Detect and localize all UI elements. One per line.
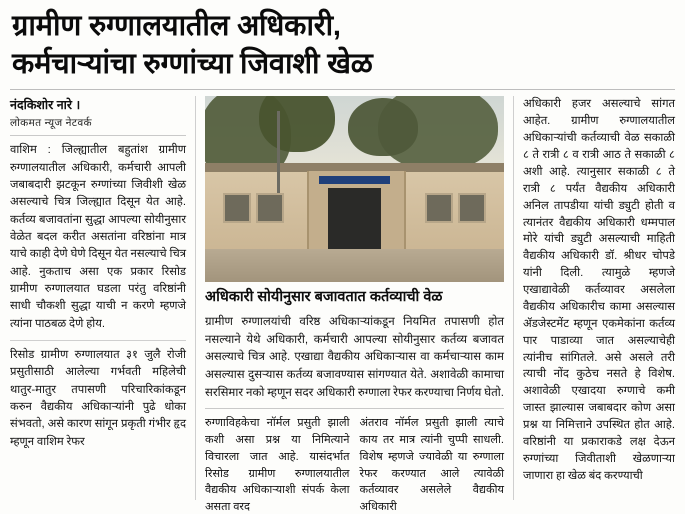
tree-icon: [348, 98, 418, 156]
center-subcolumn-left: [205, 415, 350, 523]
byline-divider: [10, 135, 186, 136]
column-right-paragraph-1: अधिकारी हजर असल्याचे सांगत आहेत. ग्रामीण रुग्णालयातील अधिकाऱ्यांची कर्तव्याची वेळ सकाळी ८ ते रात्री ८ व रात्री आठ ते सकाळी ८ अशी आहे. त्यानुसार सकाळी ८ ते रात्री ८ पर्यंत वैद्यकीय अधिकारी अनिल तापडीया यांची ड्युटी होती व त्यानंतर वैद्यकीय अधिकारी धम्मपाल मोरे यांची ड्युटी असल्याची माहिती वैद्यकीय अधिकारी डॉ. श्रीधर चोपडे यांनी दिली. त्यामुळे म्हणजे एखाद्यावेळी कर्तव्यावर असलेला वैद्यकीय अधिकारीच कामा असल्यास ॲडजेस्टमेंट म्हणून एकमेकांना कर्तव्य पार पाडाव्या जात असल्याचेही त्यांनीच सांगितले. असे असले तरी त्याची नोंद कुठेच नसते हे विशेष. अशावेळी एखादया रुग्णाचे कमी जास्त झाल्यास जबाबदार कोण असा प्रश्न या निमित्ताने उपस्थित होत आहे. वरिष्ठांनी या प्रकाराकडे लक्ष देऊन रुग्णांच्या जिवीताशी खेळणाऱ्या जाणारा हा खेळ बंद करण्याची: [523, 98, 675, 482]
center-subcolumn-right-text: अंतराव नॉर्मल प्रसुती झाली त्याचे काय तर मात्र त्यांनी चुप्पी साधली. विशेष म्हणजे ज्यावेळी या रुग्णाला रेफर करण्यात आले त्यावेळी कर्तव्यावर असलेले वैद्यकीय अधिकारी: [359, 417, 504, 514]
photo-caption: अधिकारी सोयीनुसार बजावतात कर्तव्याची वेळ: [205, 289, 443, 306]
byline-network: लोकमत न्यूज नेटवर्क: [10, 117, 92, 130]
byline-author: नंदकिशोर नारे ।: [10, 98, 81, 113]
headline-line-1: ग्रामीण रुग्णालयातील अधिकारी,: [12, 10, 341, 42]
article-headline: [12, 8, 675, 83]
column-right: [514, 96, 675, 500]
photo-window: [458, 193, 486, 223]
hospital-photo: [205, 96, 504, 282]
photo-signboard: [319, 176, 391, 184]
tree-icon: [259, 96, 335, 152]
column-left-divider: [10, 340, 186, 341]
photo-window: [256, 193, 284, 223]
column-center: [196, 96, 514, 514]
photo-window: [223, 193, 251, 223]
headline-divider: [10, 89, 675, 90]
center-subcolumn-right: [360, 415, 505, 523]
photo-ground: [205, 249, 504, 282]
photo-lead-paragraph: ग्रामीण रुग्णालयांची वरिष्ठ अधिकाऱ्यांकडून नियमित तपासणी होत नसल्याने येथे अधिकारी, कर्मचारी आपल्या सोयीनुसार कर्तव्य बजावत असल्याचे चित्र आहे. एखाद्या वैद्यकीय अधिकाऱ्यास वा कर्मचाऱ्यास काम असल्यास दुसऱ्यास कर्तव्य बजावण्यास सांगण्यात येते. अशावेळी कामाचा सरसिमार नको म्हणून सदर अधिकारी रुग्णाला रेफर करण्याचा निर्णय घेतो.: [205, 315, 504, 399]
column-left-paragraph-1: वाशिम : जिल्ह्यातील बहुतांश ग्रामीण रुग्णालयातील अधिकारी, कर्मचारी आपली जबाबदारी झटकून रुग्णांच्या जिवीशी खेळ असल्याचे चित्र जिल्ह्यात दिसून येत आहे. कर्तव्य बजावतांना सुद्धा आपल्या सोयीनुसार वेळेत बदल करीत असतांना वरिष्ठांना मात्र याचे काही देणे घेणे दिसून येत नसल्याचे चित्र आहे. नुकताच असा एक प्रकार रिसोड ग्रामीण रुग्णालयात घडला परंतु वरिष्ठांनी साधी चौकशी सुद्धा याची न करणे म्हणजे त्यांना पाठबळ देणे होय.: [10, 144, 186, 330]
center-subcolumns: [205, 415, 504, 523]
headline-line-2: कर्मचाऱ्यांचा रुग्णांच्या जिवाशी खेळ: [12, 47, 373, 80]
column-left-paragraph-2: रिसोड ग्रामीण रुग्णालयात ३१ जुलै रोजी प्रसुतीसाठी आलेल्या गर्भवती महिलेची थातुर-मातुर तपासणी परिचारिकांकडून करुन वैद्यकीय अधिकाऱ्यांनी पुढे धोका संभवतो, असे कारण सांगून प्रकृती गंभीर हृद म्हणून वाशिम रेफर: [10, 348, 186, 448]
photo-window: [425, 193, 453, 223]
center-divider: [205, 408, 504, 409]
center-subcolumn-left-text: रुग्णाविहकेचा नॉर्मल प्रसुती झाली कशी असा प्रश्न या निमित्याने विचारला जात आहे. यासंदर्भात रिसोड ग्रामीण रुग्णालयातील वैद्यकीय अधिकाऱ्याशी संपर्क केला असता वरद: [205, 417, 350, 514]
column-left: [10, 96, 196, 500]
article-columns: [10, 96, 675, 514]
photo-entrance-door: [328, 188, 382, 249]
